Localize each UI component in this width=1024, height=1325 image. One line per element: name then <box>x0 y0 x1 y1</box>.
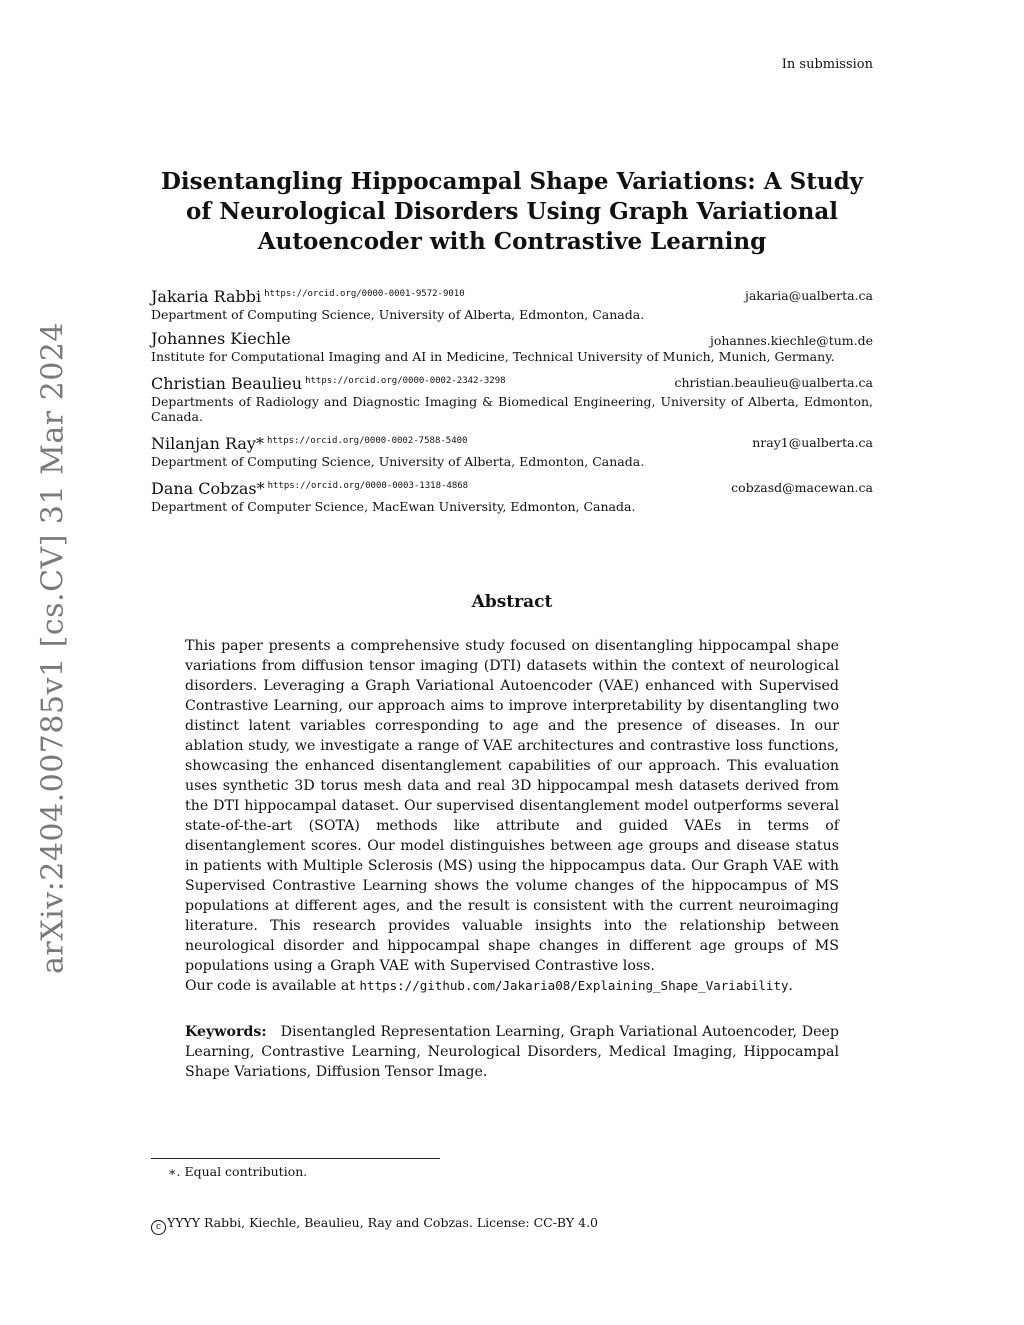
author-affiliation: Department of Computer Science, MacEwan University, Edmonton, Canada. <box>151 499 636 514</box>
abstract-heading: Abstract <box>471 592 553 612</box>
author-email[interactable]: cobzasd@macewan.ca <box>731 480 873 495</box>
orcid-link[interactable]: https://orcid.org/0000-0003-1318-4868 <box>267 481 469 491</box>
license-line <box>151 1215 598 1235</box>
author-name: Nilanjan Ray* <box>151 434 264 453</box>
author-affiliation: Department of Computing Science, University of Alberta, Edmonton, Canada. <box>151 307 645 322</box>
orcid-link[interactable]: https://orcid.org/0000-0002-7588-5400 <box>266 436 468 446</box>
copyright-icon: c <box>151 1220 166 1235</box>
footnote: ∗. Equal contribution. <box>168 1164 308 1179</box>
keywords-section <box>185 1022 839 1082</box>
author-name: Jakaria Rabbi <box>151 287 262 306</box>
author-affiliation: Department of Computing Science, University of Alberta, Edmonton, Canada. <box>151 454 645 469</box>
keywords-text: Disentangled Representation Learning, Graph Variational Autoencoder, Deep Learning, Contrastive Learning, Neurological Disorders, Medical Imaging, Hippocampal Shape Variations, Diffusion Tensor Image. <box>185 1024 839 1080</box>
author-email[interactable]: christian.beaulieu@ualberta.ca <box>674 375 873 390</box>
author-affiliation: Departments of Radiology and Diagnostic Imaging & Biomedical Engineering, University of Alberta, Edmonton, Canada. <box>151 394 873 424</box>
author-affiliation: Institute for Computational Imaging and AI in Medicine, Technical University of Munich, Munich, Germany. <box>151 349 835 364</box>
code-link[interactable]: https://github.com/Jakaria08/Explaining_Shape_Variability <box>359 978 789 993</box>
orcid-link[interactable]: https://orcid.org/0000-0001-9572-9010 <box>264 289 465 299</box>
arxiv-sidebar <box>18 322 88 974</box>
code-suffix: . <box>788 978 794 994</box>
keywords-label: Keywords: <box>185 1024 267 1040</box>
author-name: Johannes Kiechle <box>151 329 291 348</box>
author-block <box>151 371 873 424</box>
author-block <box>151 329 873 364</box>
header-status: In submission <box>781 57 873 72</box>
author-email[interactable]: jakaria@ualberta.ca <box>744 288 873 303</box>
author-block <box>151 431 873 469</box>
author-block <box>151 476 873 514</box>
code-availability <box>185 976 865 996</box>
author-email[interactable]: johannes.kiechle@tum.de <box>709 333 873 348</box>
arxiv-identifier: arXiv:2404.00785v1 [cs.CV] 31 Mar 2024 <box>35 322 71 974</box>
footnote-divider <box>151 1158 440 1159</box>
orcid-link[interactable]: https://orcid.org/0000-0002-2342-3298 <box>305 376 506 386</box>
paper-title: Disentangling Hippocampal Shape Variations: A Study of Neurological Disorders Using Graph Variational Autoencoder with Contrastive Learning <box>160 168 864 255</box>
abstract-body: This paper presents a comprehensive study focused on disentangling hippocampal shape variations from diffusion tensor imaging (DTI) datasets within the context of neurological disorders. Leveraging a Graph Variational Autoencoder (VAE) enhanced with Supervised Contrastive Learning, our approach aims to improve interpretability by disentangling two distinct latent variables corresponding to age and the presence of diseases. In our ablation study, we investigate a range of VAE architectures and contrastive loss functions, showcasing the enhanced disentanglement capabilities of our approach. This evaluation uses synthetic 3D torus mesh data and real 3D hippocampal mesh datasets derived from the DTI hippocampal dataset. Our supervised disentanglement model outperforms several state-of-the-art (SOTA) methods like attribute and guided VAEs in terms of disentanglement scores. Our model distinguishes between age groups and disease status in patients with Multiple Sclerosis (MS) using the hippocampus data. Our Graph VAE with Supervised Contrastive Learning shows the volume changes of the hippocampus of MS populations at different ages, and the result is consistent with the current neuroimaging literature. This research provides valuable insights into the relationship between neurological disorder and hippocampal shape changes in different age groups of MS populations using a Graph VAE with Supervised Contrastive loss. <box>185 638 839 974</box>
code-prefix: Our code is available at <box>185 978 356 994</box>
author-list <box>151 284 873 521</box>
author-email[interactable]: nray1@ualberta.ca <box>752 435 873 450</box>
author-name: Dana Cobzas* <box>151 479 265 498</box>
license-text: YYYY Rabbi, Kiechle, Beaulieu, Ray and Cobzas. License: CC-BY 4.0 <box>167 1215 599 1230</box>
author-name: Christian Beaulieu <box>151 374 303 393</box>
author-block <box>151 284 873 322</box>
